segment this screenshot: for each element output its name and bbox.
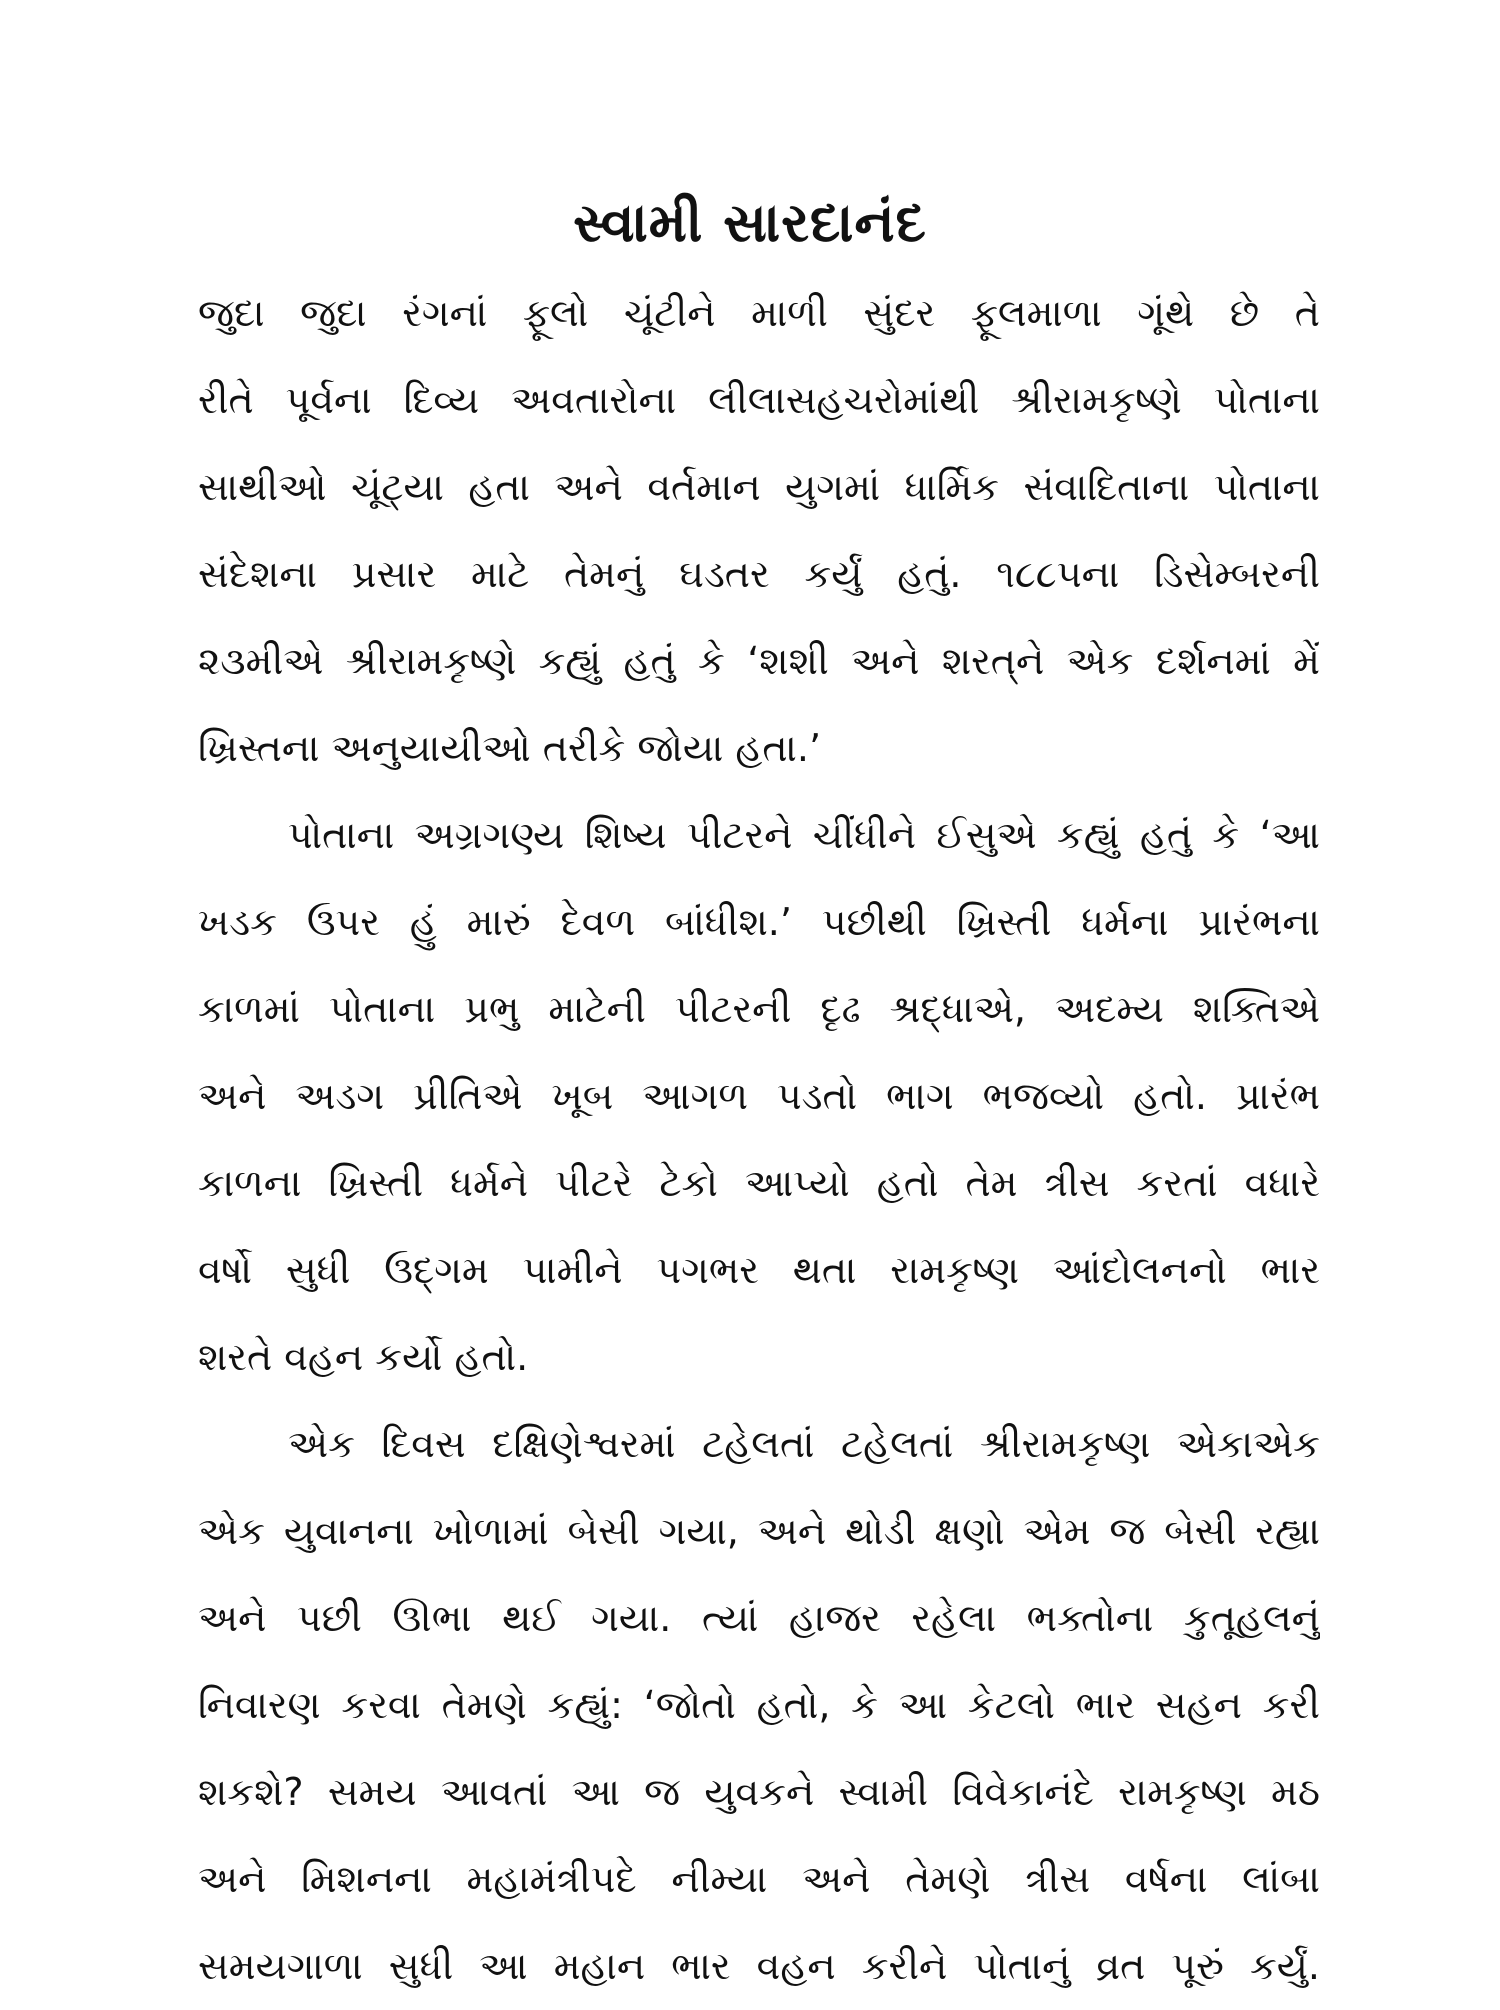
- text-line: અને પછી ઊભા થઈ ગયા. ત્યાં હાજર રહેલા ભક્તોના કુતૂહલનું: [198, 1596, 1320, 1640]
- text-line: એક યુવાનના ખોળામાં બેસી ગયા, અને થોડી ક્ષણો એમ જ બેસી રહ્યા: [198, 1509, 1320, 1553]
- text-line: ૨૩મીએ શ્રીરામકૃષ્ણે કહ્યું હતું કે ‘શશી અને શરત્‌ને એક દર્શનમાં મેં: [198, 639, 1320, 683]
- text-line: ખડક ઉપર હું મારું દેવળ બાંધીશ.’ પછીથી ખ્રિસ્તી ધર્મના પ્રારંભના: [198, 900, 1320, 944]
- text-line: વર્ષો સુધી ઉદ્‌ગમ પામીને પગભર થતા રામકૃષ્ણ આંદોલનનો ભાર: [198, 1248, 1320, 1292]
- text-line: અને મિશનના મહામંત્રીપદે નીમ્યા અને તેમણે ત્રીસ વર્ષના લાંબા: [198, 1857, 1320, 1901]
- text-line: અને અડગ પ્રીતિએ ખૂબ આગળ પડતો ભાગ ભજવ્યો હતો. પ્રારંભ: [198, 1074, 1320, 1118]
- text-line: કાળમાં પોતાના પ્રભુ માટેની પીટરની દૃઢ શ્રદ્ધાએ, અદમ્ય શક્તિએ: [198, 987, 1320, 1031]
- text-line: શકશે? સમય આવતાં આ જ યુવકને સ્વામી વિવેકાનંદે રામકૃષ્ણ મઠ: [198, 1770, 1320, 1814]
- text-line: શરતે વહન કર્યો હતો.: [198, 1335, 529, 1379]
- text-line: જુદા જુદા રંગનાં ફૂલો ચૂંટીને માળી સુંદર ફૂલમાળા ગૂંથે છે તે: [198, 291, 1320, 335]
- text-line: ખ્રિસ્તના અનુયાયીઓ તરીકે જોયા હતા.’: [198, 726, 822, 770]
- page-title: સ્વામી સારદાનંદ: [573, 191, 927, 254]
- text-line: પોતાના અગ્રગણ્ય શિષ્ય પીટરને ચીંધીને ઈસુએ કહ્યું હતું કે ‘આ: [288, 813, 1320, 857]
- text-line: સાથીઓ ચૂંટ્યા હતા અને વર્તમાન યુગમાં ધાર્મિક સંવાદિતાના પોતાના: [198, 465, 1320, 509]
- text-line: કાળના ખ્રિસ્તી ધર્મને પીટરે ટેકો આપ્યો હતો તેમ ત્રીસ કરતાં વધારે: [198, 1161, 1320, 1205]
- text-line: રીતે પૂર્વના દિવ્ય અવતારોના લીલાસહચરોમાંથી શ્રીરામકૃષ્ણે પોતાના: [198, 378, 1320, 422]
- text-line: નિવારણ કરવા તેમણે કહ્યું: ‘જોતો હતો, કે આ કેટલો ભાર સહન કરી: [198, 1683, 1320, 1727]
- text-line: સમયગાળા સુધી આ મહાન ભાર વહન કરીને પોતાનું વ્રત પૂરું કર્યું.: [198, 1944, 1320, 1988]
- body-text: [198, 270, 1320, 2010]
- text-line: એક દિવસ દક્ષિણેશ્વરમાં ટહેલતાં ટહેલતાં શ્રીરામકૃષ્ણ એકાએક: [288, 1422, 1320, 1466]
- text-line: સંદેશના પ્રસાર માટે તેમનું ઘડતર કર્યું હતું. ૧૮૮૫ના ડિસેમ્બરની: [198, 552, 1320, 596]
